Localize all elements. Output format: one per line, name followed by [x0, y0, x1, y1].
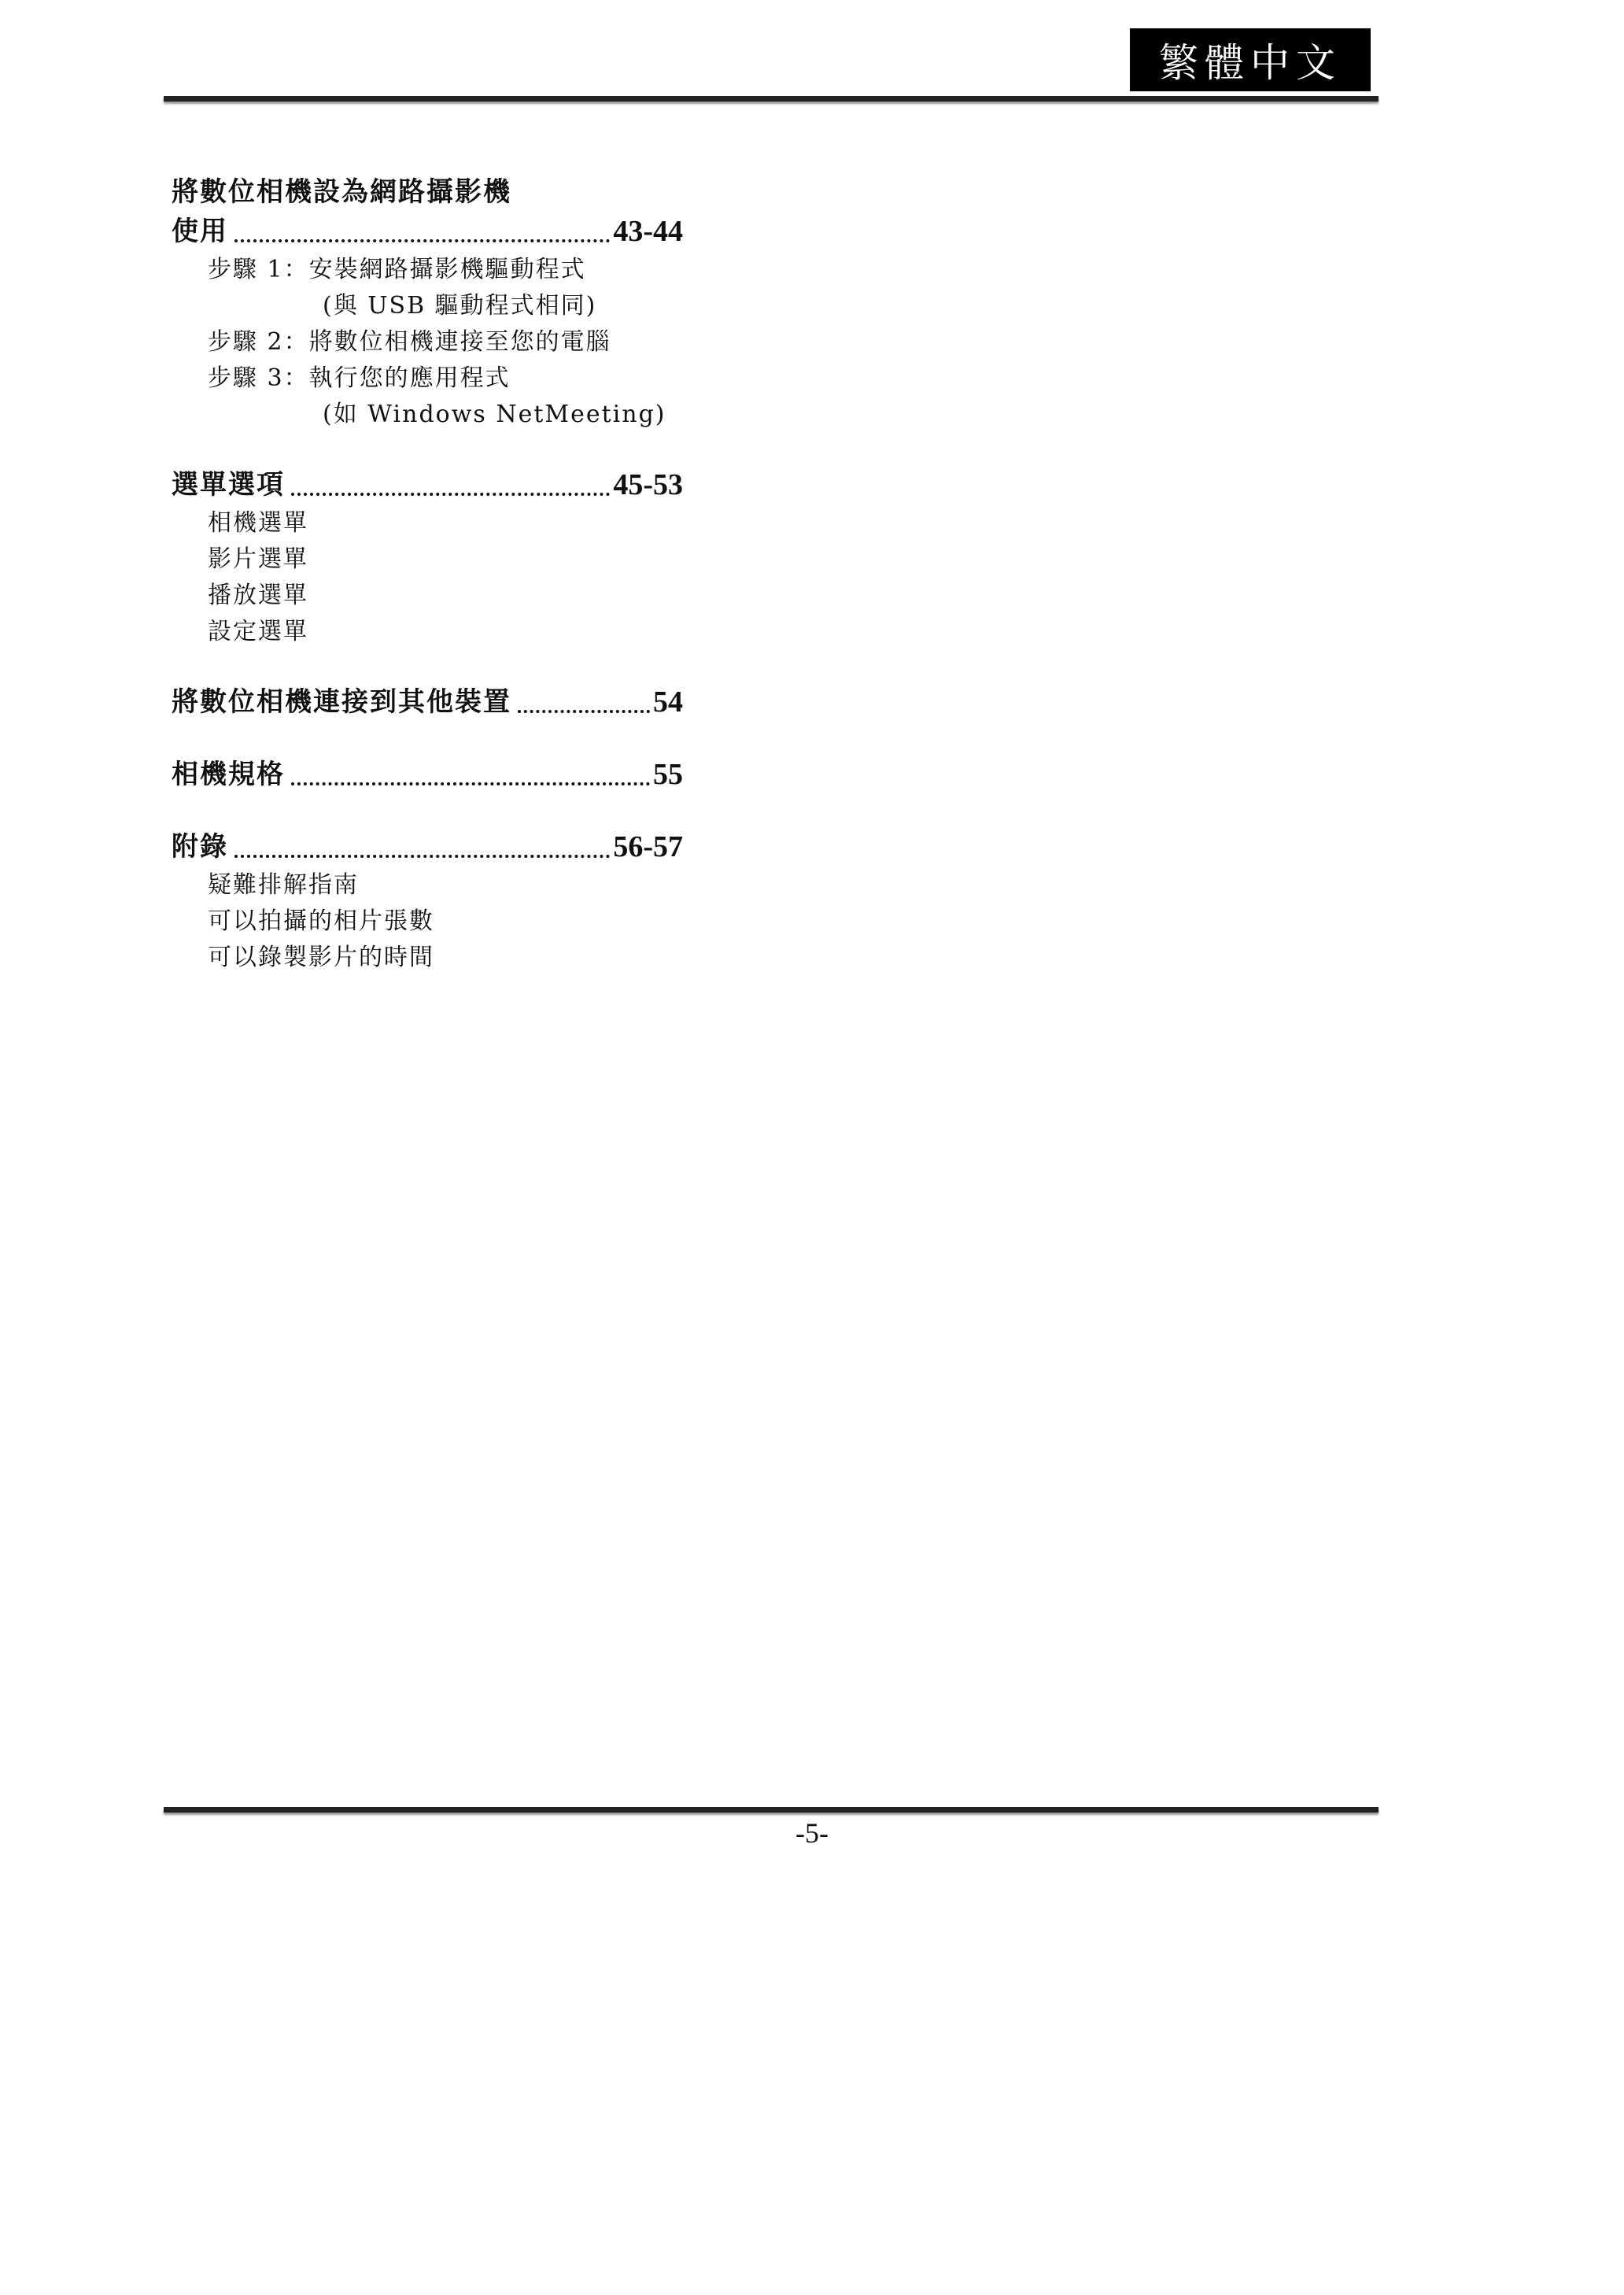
toc-subitem: 可以錄製影片的時間 [208, 944, 434, 971]
dot-leader [291, 493, 610, 496]
toc-section-specs [172, 754, 683, 795]
toc-subitem-note: (如 Windows NetMeeting) [323, 401, 666, 428]
toc-page-number: 43-44 [613, 215, 683, 248]
toc-section-appendix [172, 826, 683, 976]
toc-section-menu [172, 464, 683, 650]
language-tab: 繁體中文 [1130, 28, 1371, 91]
toc-entry-label: 附錄 [172, 831, 228, 863]
toc-subitem: 疑難排解指南 [208, 871, 359, 899]
toc-subitem: 步驟 2：將數位相機連接至您的電腦 [208, 328, 611, 356]
header-rule [164, 96, 1379, 102]
toc-page-number: 54 [653, 686, 683, 719]
dot-leader [518, 710, 650, 713]
toc-entry-label: 將數位相機連接到其他裝置 [172, 686, 511, 718]
toc-entry-label: 選單選項 [172, 469, 285, 501]
toc-entry-label: 相機規格 [172, 759, 285, 790]
toc-page-number: 45-53 [613, 468, 683, 501]
toc-subitem: 步驟 3：執行您的應用程式 [208, 364, 511, 392]
toc-page-number: 56-57 [613, 830, 683, 863]
toc-entry-connect[interactable] [172, 682, 683, 722]
toc-subitem-note: (與 USB 驅動程式相同) [323, 292, 597, 320]
toc-entry-label: 使用 [172, 216, 228, 247]
toc-entry-specs[interactable] [172, 754, 683, 795]
toc-subitem: 相機選單 [208, 509, 308, 537]
dot-leader [291, 782, 650, 785]
toc-subitem: 設定選單 [208, 618, 308, 645]
toc-subitem: 播放選單 [208, 582, 308, 609]
toc-section-connect [172, 682, 683, 722]
toc-entry-webcam[interactable] [172, 211, 683, 252]
toc-heading-webcam: 將數位相機設為網路攝影機 [172, 176, 511, 208]
footer-rule [164, 1807, 1379, 1813]
dot-leader [234, 239, 610, 242]
toc-page-number: 55 [653, 758, 683, 791]
toc-entry-appendix[interactable] [172, 826, 683, 867]
toc-section-webcam [172, 173, 683, 433]
toc-subitem: 步驟 1：安裝網路攝影機驅動程式 [208, 256, 586, 283]
toc-subitem: 影片選單 [208, 545, 308, 573]
page-number: -5- [795, 1817, 829, 1849]
toc-entry-menu[interactable] [172, 464, 683, 505]
dot-leader [234, 855, 610, 858]
table-of-contents [172, 173, 683, 1007]
toc-subitem: 可以拍攝的相片張數 [208, 907, 434, 935]
